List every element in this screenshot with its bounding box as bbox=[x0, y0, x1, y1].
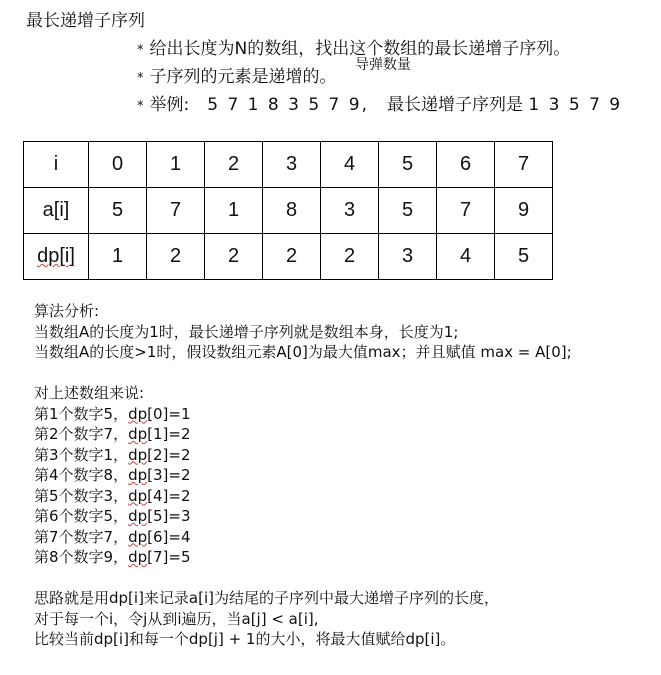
table-cell: 1 bbox=[147, 142, 205, 188]
bullet-text: 给出长度为N的数组，找出这个数组的最长递增子序列。 bbox=[149, 39, 571, 59]
bullet-list bbox=[137, 36, 622, 120]
step-line: 第5个数字3，dp[4]=2 bbox=[34, 486, 191, 505]
table-cell: 4 bbox=[437, 234, 495, 280]
table-cell: 3 bbox=[263, 142, 321, 188]
table-cell: 6 bbox=[437, 142, 495, 188]
conclusion-line: 思路就是用dp[i]来记录a[i]为结尾的子序列中最大递增子序列的长度， bbox=[34, 589, 499, 607]
step-line: 第8个数字9，dp[7]=5 bbox=[34, 548, 191, 566]
bullet-star: * bbox=[137, 43, 144, 58]
bullet-item bbox=[137, 92, 622, 120]
step-line: 第1个数字5，dp[0]=1 bbox=[34, 404, 191, 423]
table-cell: 4 bbox=[321, 142, 379, 188]
example-result: 1 3 5 7 9 bbox=[528, 95, 623, 115]
table-cell: 1 bbox=[89, 234, 147, 280]
table-cell: 5 bbox=[379, 142, 437, 188]
bullet-text: 子序列的元素是递增的。 bbox=[149, 67, 337, 87]
overlay-annotation: 导弹数量 bbox=[355, 57, 411, 73]
table-cell: 7 bbox=[495, 142, 553, 188]
example-label: 举例: bbox=[149, 95, 190, 115]
steps-heading: 对上述数组来说: bbox=[34, 384, 145, 402]
conclusion-line: 对于每一个i，令j从到i遍历，当a[j] < a[i], bbox=[34, 609, 319, 628]
table-row-dp bbox=[24, 234, 553, 280]
analysis-line: 当数组A的长度>1时，假设数组元素A[0]为最大值max；并且赋值 max = A[0]; bbox=[34, 343, 572, 361]
dp-table bbox=[23, 141, 553, 280]
table-row-index bbox=[24, 142, 553, 188]
step-line: 第4个数字8，dp[3]=2 bbox=[34, 466, 191, 484]
analysis-section bbox=[34, 301, 572, 650]
table-cell: 7 bbox=[147, 188, 205, 234]
page-title: 最长递增子序列 bbox=[26, 11, 145, 31]
row-label: a[i] bbox=[24, 188, 89, 234]
table-cell: 3 bbox=[321, 188, 379, 234]
table-cell: 2 bbox=[205, 142, 263, 188]
step-line: 第3个数字1，dp[2]=2 bbox=[34, 445, 191, 464]
table-cell: 2 bbox=[205, 234, 263, 280]
step-line: 第2个数字7，dp[1]=2 bbox=[34, 425, 191, 443]
bullet-star: * bbox=[137, 99, 144, 114]
step-line: 第7个数字7，dp[6]=4 bbox=[34, 527, 191, 546]
table-cell: 5 bbox=[379, 188, 437, 234]
analysis-heading: 算法分析: bbox=[34, 302, 100, 320]
step-line: 第6个数字5，dp[5]=3 bbox=[34, 507, 191, 525]
analysis-line: 当数组A的长度为1时，最长递增子序列就是数组本身，长度为1; bbox=[34, 322, 459, 341]
table-cell: 1 bbox=[205, 188, 263, 234]
table-cell: 9 bbox=[495, 188, 553, 234]
table-cell: 7 bbox=[437, 188, 495, 234]
example-result-label: 最长递增子序列是 bbox=[387, 95, 523, 115]
row-label: dp[i] bbox=[24, 234, 89, 280]
example-values: 5 7 1 8 3 5 7 9, bbox=[207, 95, 369, 115]
table-cell: 5 bbox=[495, 234, 553, 280]
table-cell: 2 bbox=[321, 234, 379, 280]
table-cell: 2 bbox=[147, 234, 205, 280]
table-row-a bbox=[24, 188, 553, 234]
row-label: i bbox=[24, 142, 89, 188]
conclusion-line: 比较当前dp[i]和每一个dp[j] + 1的大小，将最大值赋给dp[i]。 bbox=[34, 630, 456, 648]
table-cell: 3 bbox=[379, 234, 437, 280]
table-cell: 0 bbox=[89, 142, 147, 188]
table-cell: 8 bbox=[263, 188, 321, 234]
table-cell: 5 bbox=[89, 188, 147, 234]
table-cell: 2 bbox=[263, 234, 321, 280]
bullet-star: * bbox=[137, 71, 144, 86]
